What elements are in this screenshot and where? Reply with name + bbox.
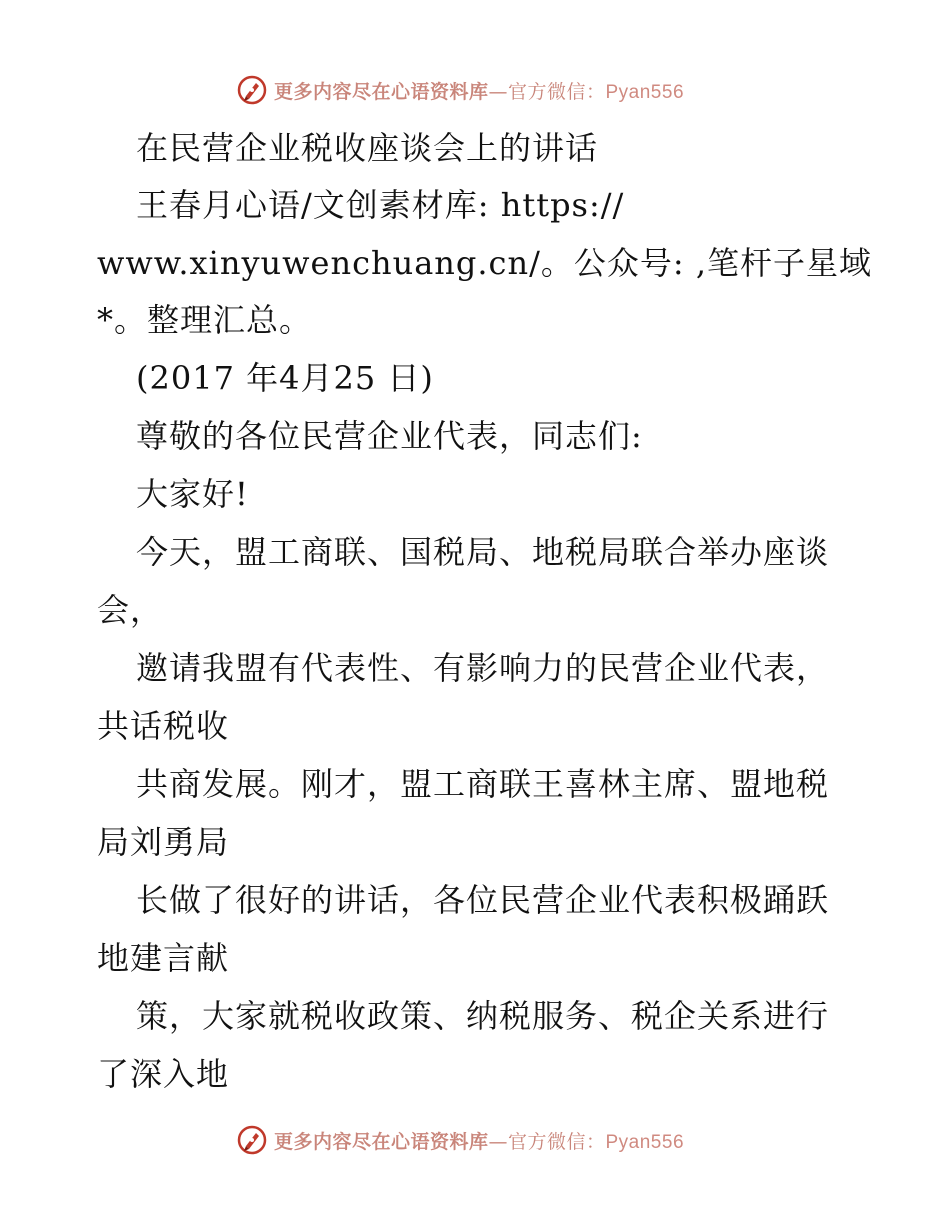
footer-banner-dash: — xyxy=(488,1130,508,1153)
header-banner-title: 更多内容尽在心语资料库 xyxy=(273,80,489,103)
source-line-1: 王春月心语/文创素材库: https:// xyxy=(136,186,625,224)
footer-banner-wechat-label: 官方微信： xyxy=(507,1130,606,1153)
footer-banner-title: 更多内容尽在心语资料库 xyxy=(273,1130,489,1153)
header-banner xyxy=(0,70,950,110)
pen-logo-icon xyxy=(236,1124,268,1156)
header-banner-wechat-id: Pyan556 xyxy=(605,81,685,103)
footer-banner-text xyxy=(274,1127,684,1154)
paragraph-3-line-2: 局刘勇局 xyxy=(97,823,230,861)
paragraph-5-line-2: 了深入地 xyxy=(97,1055,230,1093)
paragraph-1-line-1: 今天，盟工商联、国税局、地税局联合举办座谈 xyxy=(136,533,830,571)
paragraph-3-line-1: 共商发展。刚才，盟工商联王喜林主席、盟地税 xyxy=(136,765,830,803)
source-line-2: www.xinyuwenchuang.cn/。公众号: ,笔杆子星域 xyxy=(97,244,872,282)
pen-logo-icon xyxy=(236,74,268,106)
footer-banner xyxy=(0,1120,950,1160)
paragraph-4-line-2: 地建言献 xyxy=(97,939,230,977)
header-banner-dash: — xyxy=(488,80,508,103)
paragraph-4-line-1: 长做了很好的讲话，各位民营企业代表积极踊跃 xyxy=(136,881,830,919)
paragraph-5-line-1: 策，大家就税收政策、纳税服务、税企关系进行 xyxy=(136,997,830,1035)
document-title: 在民营企业税收座谈会上的讲话 xyxy=(136,129,599,167)
paragraph-2-line-1: 邀请我盟有代表性、有影响力的民营企业代表， xyxy=(136,649,830,687)
paragraph-2-line-2: 共话税收 xyxy=(97,707,230,745)
header-banner-wechat-label: 官方微信： xyxy=(507,80,606,103)
greeting: 大家好! xyxy=(136,475,249,513)
paragraph-1-line-2: 会， xyxy=(97,591,164,629)
source-line-3: *。整理汇总。 xyxy=(97,301,313,339)
header-banner-text xyxy=(274,77,684,104)
salutation: 尊敬的各位民营企业代表，同志们: xyxy=(136,417,643,455)
speech-date: (2017 年4月25 日) xyxy=(136,359,434,397)
footer-banner-wechat-id: Pyan556 xyxy=(605,1131,685,1153)
